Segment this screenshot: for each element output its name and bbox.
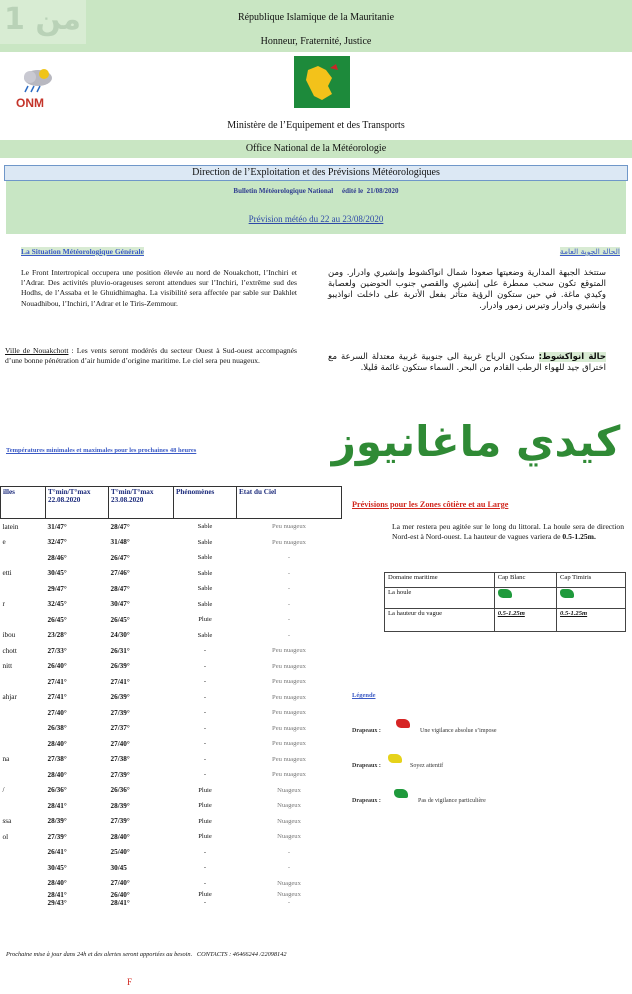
table-row [1,721,342,737]
table-row [1,550,342,566]
sky-cell: - [287,569,291,577]
temp-day1-cell: 27/40° [47,708,67,717]
temp-day1-cell: 29/47° [47,584,67,593]
temp-day2-cell: 26/45° [110,615,130,624]
table-row [1,752,342,768]
city-cell [1,705,46,721]
col-phenomena: Phénomènes [174,487,237,519]
cap-timiris-wave-height: 0.5-1.25m [557,609,626,632]
temp-day1-cell: 28/40° [47,739,67,748]
sky-cell: Nuageux - [277,891,301,906]
temp-day2-cell: 25/40° [110,848,130,857]
green-flag-icon [394,789,408,798]
temp-day1-cell: 27/41° [47,693,67,702]
maritime-header-cap-timiris: Cap Timiris [557,573,626,588]
cap-blanc-wave-height: 0.5-1.25m [494,609,556,632]
table-row [1,535,342,551]
city-label: Ville de Nouakchott [5,346,69,355]
table-row [1,814,342,830]
phenomenon-cell: - [203,848,207,856]
yellow-flag-icon [388,754,402,763]
table-row [1,845,342,861]
phenomenon-cell: Pluie [198,802,212,810]
temp-day1-cell: 28/41° 29/43° [47,891,67,907]
table-row [1,876,342,892]
phenomenon-cell: Pluie [198,616,212,624]
table-row [1,597,342,613]
city-paragraph [5,346,297,366]
onm-label: ONM [16,96,44,110]
temp-day1-cell: 26/45° [47,615,67,624]
temp-day2-cell: 27/40° [110,879,130,888]
sky-cell: Peu nuageux [272,709,306,717]
phenomenon-cell: Sable [197,538,213,546]
legend-text: Soyez attentif [410,763,444,769]
temp-day1-cell: 30/45° [47,863,67,872]
temp-day1-cell: 26/38° [47,724,67,733]
temp-day1-cell: 26/36° [47,786,67,795]
arabic-city-text: ستكون الرياح غربية الى جنوبية غربية معتدلة السرعة مع اختراق جيد للهواء الرطب القادم من البحر. السماء ستكون غائمة قليلا. [328,352,606,373]
temp-day2-cell: 31/48° [110,538,130,547]
situation-title: La Situation Météorologique Générale [21,247,144,256]
page-number-watermark: 1 من [0,0,86,44]
col-day2: T°min/T°max 23.08.2020 [109,487,174,519]
green-flag-icon [498,589,512,598]
city-cell [1,767,46,783]
table-row [1,767,342,783]
phenomenon-cell: Sable [197,585,213,593]
sky-cell: Peu nuageux [272,740,306,748]
phenomenon-cell: - [203,864,207,872]
temp-day1-cell: 27/38° [47,755,67,764]
coastal-title: Prévisions pour les Zones côtière et au Large [352,500,509,509]
legend-item-red [352,719,622,743]
motto: Honneur, Fraternité, Justice [260,36,372,47]
sky-cell: Peu nuageux [272,647,306,655]
maritime-wave-height-label: La hauteur du vague [385,609,495,632]
col-sky: Etat du Ciel [237,487,342,519]
phenomenon-cell: - [203,755,207,763]
city-cell [1,581,46,597]
maritime-header-domain: Domaine maritime [385,573,495,588]
col-day1: T°min/T°max 22.08.2020 [46,487,109,519]
table-row [1,829,342,845]
legend-text: Une vigilance absolue s’impose [420,728,497,734]
arabic-situation-text: ستتخذ الجبهة المدارية وضعيتها صعودا شمال انواكشوط وإنشيري وادرار. ومن المتوقع تكون سحب ممطرة على إنشيري والقصي جنوب الحوضين ولعصابة وكيدي ماغة. في حين ستكون الرؤية متأثر بفعل الأتربة على داخلت انواذيبو وإنشيري وادرار وتيرس زمور وادرار. [328,268,606,311]
phenomenon-cell: - [203,771,207,779]
temp-day2-cell: 27/39° [110,817,130,826]
office-band [0,140,632,158]
temp-day1-cell: 31/47° [47,522,67,531]
temp-day2-cell: 27/39° [110,770,130,779]
temp-day2-cell: 27/39° [110,708,130,717]
sky-cell: Peu nuageux [272,523,306,531]
temp-day1-cell: 26/40° [47,662,67,671]
legend-label: Drapeaux : [352,763,381,769]
sky-cell: - [287,600,291,608]
sky-cell: Peu nuageux [272,662,306,670]
sky-cell: - [287,585,291,593]
red-flag-icon [396,719,410,728]
maritime-table [384,572,626,632]
phenomenon-cell: - [203,662,207,670]
forecast-title: Prévision météo du 22 au 23/08/2020 [248,214,384,224]
city-cell: na [2,755,10,764]
temps-title: Températures minimales et maximales pour les prochaines 48 heures [6,447,197,454]
sky-cell: - [287,616,291,624]
bulletin-title: Bulletin Météorologique National édité le 21/08/2020 [233,187,399,195]
kidi-magha-news-watermark: كيدي ماغانيوز [331,417,621,466]
republic-title: République Islamique de la Mauritanie [237,12,395,23]
office: Office National de la Météorologie [245,143,387,154]
city-cell: etti [2,569,12,578]
phenomenon-cell: - [203,879,207,887]
coastal-wave-range: 0.5-1.25m. [562,532,596,542]
sky-cell: - [287,631,291,639]
phenomenon-cell: - [203,678,207,686]
city-cell [1,612,46,628]
legend-text: Pas de vigilance particulière [418,798,486,804]
table-row [1,659,342,675]
maritime-header-cap-blanc: Cap Blanc [494,573,556,588]
city-cell: ol [2,832,9,841]
temp-day1-cell: 28/40° [47,879,67,888]
table-row [1,798,342,814]
temp-day2-cell: 26/47° [110,553,130,562]
city-cell: ibou [2,631,16,640]
temperature-table-header [1,487,342,519]
sky-cell: - [287,554,291,562]
city-cell [1,876,46,892]
table-row [1,612,342,628]
city-cell: latein [2,522,19,531]
arabic-city-paragraph [328,352,606,374]
table-row [1,628,342,644]
sky-cell: Nuageux [277,833,301,841]
table-row [1,736,342,752]
table-row [1,860,342,876]
table-row [1,566,342,582]
sky-cell: Peu nuageux [272,678,306,686]
coastal-text-main: La mer restera peu agitée sur le long du littoral. La houle sera de direction Nord-est à Nord-ouest. La hauteur de vagues variera de [392,522,624,542]
arabic-city-label: حالة انواكشوط: [538,352,607,362]
temp-day1-cell: 28/41° [47,801,67,810]
sky-cell: Peu nuageux [272,771,306,779]
ministry-band [0,118,632,134]
temp-day2-cell: 28/40° [110,832,130,841]
cap-blanc-swell-flag [494,588,556,609]
temp-day1-cell: 27/41° [47,677,67,686]
city-cell: nitt [2,662,13,671]
coastal-text [392,522,624,542]
maritime-swell-label: La houle [385,588,495,609]
sky-cell: Peu nuageux [272,724,306,732]
sky-cell: - [287,848,291,856]
temp-day2-cell: 28/39° [110,801,130,810]
city-text: : Les vents seront modérés du secteur Ouest à Sud-ouest accompagnés d’une bonne pénétration d’air humide d’origine maritime. Le ciel sera peu nuageux. [5,346,297,366]
phenomenon-cell: Pluie [198,786,212,794]
green-flag-icon [560,589,574,598]
footer-mark: F [127,977,133,987]
city-cell: ahjar [2,693,17,702]
table-row [1,783,342,799]
cap-timiris-swell-flag [557,588,626,609]
city-cell [1,891,46,907]
phenomenon-cell: Sable [197,631,213,639]
temp-day1-cell: 26/41° [47,848,67,857]
table-row [1,519,342,535]
sky-cell: Nuageux [277,817,301,825]
arabic-situation-title: الحالة الجوية العامة [559,247,620,256]
sky-cell: Nuageux [277,786,301,794]
sky-cell: Peu nuageux [272,755,306,763]
phenomenon-cell: - [203,740,207,748]
motto-band [0,34,632,52]
phenomenon-cell: - [203,693,207,701]
phenomenon-cell: Sable [197,600,213,608]
temp-day2-cell: 26/40° 28/41° [110,891,130,907]
city-cell [1,736,46,752]
table-row [1,705,342,721]
sky-cell: Peu nuageux [272,693,306,701]
temp-day1-cell: 32/47° [47,538,67,547]
temp-day1-cell: 32/45° [47,600,67,609]
temperature-table [0,486,342,907]
temp-day1-cell: 30/45° [47,569,67,578]
footer-note: Prochaine mise à jour dans 24h et des alertes seront apportées au besoin. CONTACTS : 46466244 /22098142 [6,951,287,958]
temp-day2-cell: 28/47° [110,584,130,593]
republic-band [0,0,632,34]
forecast-title-wrap [6,214,626,224]
sky-cell: Nuageux [277,879,301,887]
table-row [1,581,342,597]
phenomenon-cell: Sable [197,554,213,562]
mauritania-emblem [294,56,350,108]
legend-label: Drapeaux : [352,728,381,734]
phenomenon-cell: Sable [197,523,213,531]
sky-cell: Nuageux [277,802,301,810]
temp-day1-cell: 28/39° [47,817,67,826]
sky-cell: Peu nuageux [272,538,306,546]
temp-day2-cell: 30/45 [110,863,127,872]
temp-day1-cell: 28/40° [47,770,67,779]
temp-day1-cell: 27/33° [47,646,67,655]
city-cell [1,674,46,690]
city-cell [1,860,46,876]
temp-day2-cell: 26/31° [110,646,130,655]
temp-day2-cell: 28/47° [110,522,130,531]
temp-day2-cell: 27/41° [110,677,130,686]
temp-day1-cell: 27/39° [47,832,67,841]
temp-day2-cell: 27/46° [110,569,130,578]
phenomenon-cell: Sable [197,569,213,577]
temp-day2-cell: 27/40° [110,739,130,748]
phenomenon-cell: Pluie [198,833,212,841]
city-cell: / [2,786,5,795]
phenomenon-cell: Pluie - [198,891,212,906]
temp-day2-cell: 27/37° [110,724,130,733]
temp-day2-cell: 27/38° [110,755,130,764]
legend-item-green [352,789,622,813]
col-cities: illes [1,487,46,519]
table-row [1,643,342,659]
phenomenon-cell: - [203,724,207,732]
temp-day2-cell: 26/36° [110,786,130,795]
temp-day2-cell: 30/47° [110,600,130,609]
bulletin-box [6,181,626,234]
city-cell [1,798,46,814]
legend-label: Drapeaux : [352,798,381,804]
legend-item-yellow [352,754,622,778]
legend-title: Légende [352,692,376,699]
sky-cell: - [287,864,291,872]
city-cell: e [2,538,6,547]
phenomenon-cell: - [203,647,207,655]
city-cell [1,550,46,566]
table-row [1,891,342,907]
city-cell: r [2,600,5,609]
temp-day1-cell: 23/28° [47,631,67,640]
temp-day2-cell: 24/30° [110,631,130,640]
situation-text: Le Front Intertropical occupera une position élevée au nord de Nouakchott, l’Inchiri et l’Adrar. Des activités pluvio-orageuses seront attendues sur l’Inchiri, l’extrême sud des Hodhs, de l’Assaba et le Ghuidhimagha. La visibilité sera affectée par sable sur Dakhlet Nouadhibou, l’Inchiri, l’Adrar et le Tiris-Zemmour. [21,268,297,308]
city-cell: ssa [2,817,12,826]
phenomenon-cell: Pluie [198,817,212,825]
city-cell [1,845,46,861]
ministry: Ministère de l’Equipement et des Transports [227,120,405,131]
city-cell: chott [2,646,17,655]
phenomenon-cell: - [203,709,207,717]
temp-day2-cell: 26/39° [110,693,130,702]
direction-banner: Direction de l’Exploitation et des Prévisions Météorologiques [4,165,628,181]
table-row [1,674,342,690]
table-row [1,690,342,706]
temp-day2-cell: 26/39° [110,662,130,671]
temp-day1-cell: 28/46° [47,553,67,562]
city-cell [1,721,46,737]
